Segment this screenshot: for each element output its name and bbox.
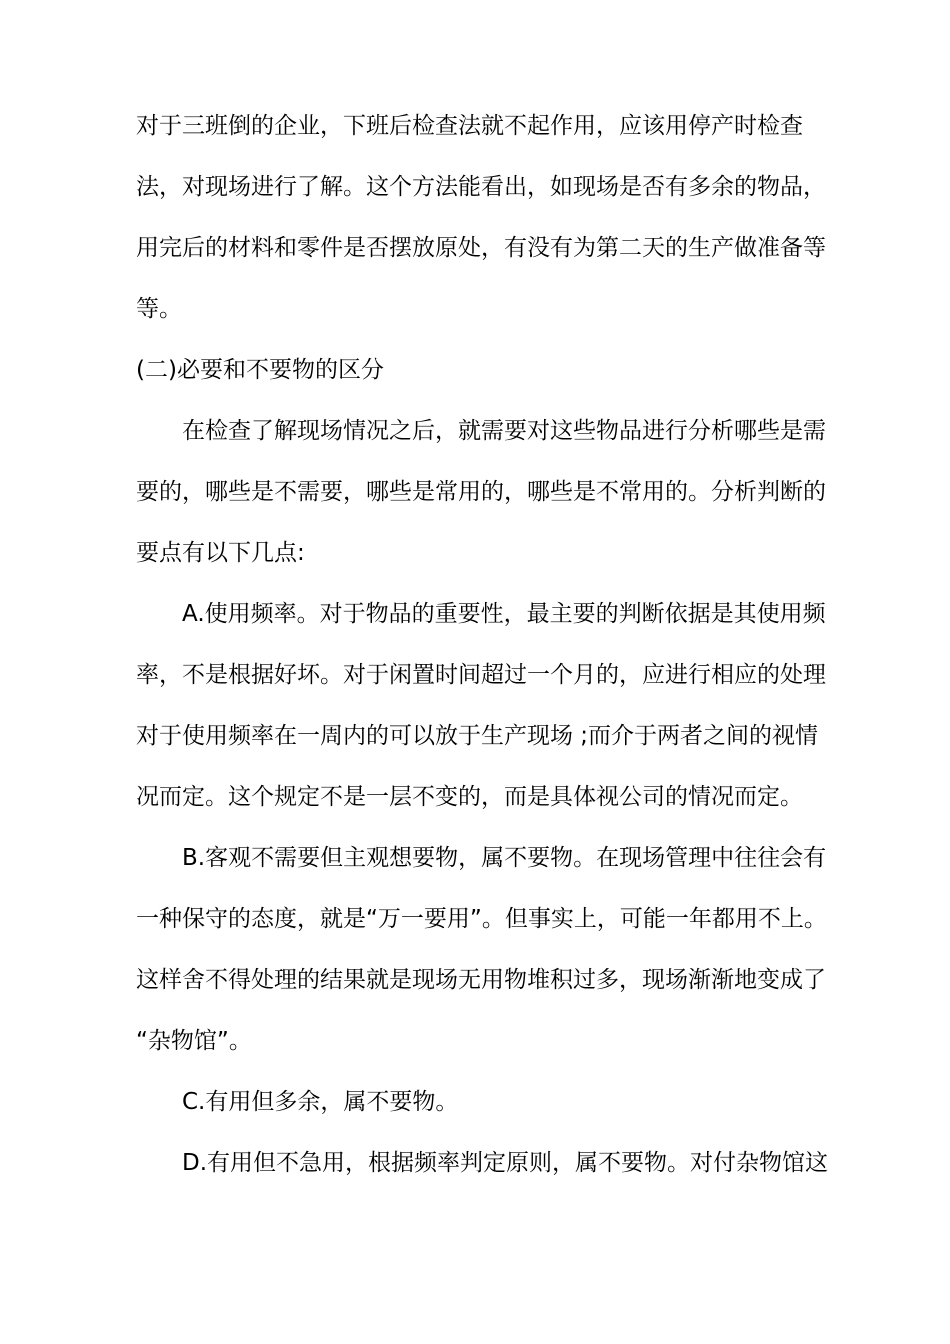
list-item-d: D.有用但不急用，根据频率判定原则，属不要物。对付杂物馆这: [182, 1150, 829, 1176]
list-item-b: B.客观不需要但主观想要物，属不要物。在现场管理中往往会有: [182, 845, 827, 871]
paragraph-line: 对于使用频率在一周内的可以放于生产现场 ;而介于两者之间的视情: [136, 723, 819, 749]
paragraph-line: 用完后的材料和零件是否摆放原处，有没有为第二天的生产做准备等: [136, 235, 826, 261]
paragraph-line: “杂物馆”。: [136, 1028, 252, 1054]
list-item-a: A.使用频率。对于物品的重要性，最主要的判断依据是其使用频: [182, 601, 826, 627]
paragraph-line: 要的，哪些是不需要，哪些是常用的，哪些是不常用的。分析判断的: [136, 479, 826, 505]
paragraph-line: 在检查了解现场情况之后，就需要对这些物品进行分析哪些是需: [182, 418, 826, 444]
section-heading: (二)必要和不要物的区分: [136, 357, 384, 383]
paragraph-line: 率，不是根据好坏。对于闲置时间超过一个月的，应进行相应的处理: [136, 662, 826, 688]
paragraph-line: 况而定。这个规定不是一层不变的，而是具体视公司的情况而定。: [136, 784, 803, 810]
document-body: [136, 96, 829, 1194]
paragraph-line: 等。: [136, 296, 182, 322]
paragraph-line: 对于三班倒的企业，下班后检查法就不起作用，应该用停产时检查: [136, 113, 803, 139]
paragraph-line: 要点有以下几点:: [136, 540, 305, 566]
paragraph-line: 这样舍不得处理的结果就是现场无用物堆积过多，现场渐渐地变成了: [136, 967, 826, 993]
paragraph-line: 一种保守的态度，就是“万一要用”。但事实上，可能一年都用不上。: [136, 906, 827, 932]
list-item-c: C.有用但多余，属不要物。: [182, 1089, 459, 1115]
paragraph-line: 法，对现场进行了解。这个方法能看出，如现场是否有多余的物品，: [136, 174, 826, 200]
